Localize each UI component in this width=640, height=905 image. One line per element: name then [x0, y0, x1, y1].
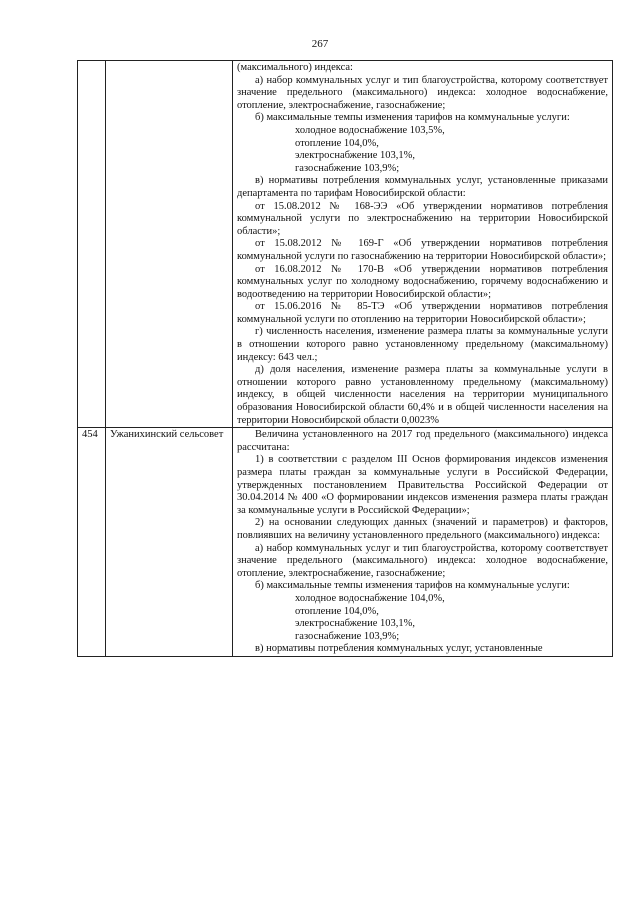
description-cell [233, 428, 613, 657]
tariff-rate-line: холодное водоснабжение 104,0%, [295, 592, 445, 604]
row-number-cell: 454 [78, 428, 106, 657]
paragraph: д) доля населения, изменение размера платы за коммунальные услуги в отношении которого равно установленному предельному (максимальному) индексу, в общей численности населения на территории муниципального образования Новосибирской области 60,4% и в общей численности населения на территории Новосибирской области 0,0023% [237, 364, 608, 426]
paragraph: 2) на основании следующих данных (значений и параметров) и факторов, повлиявших на величину установленного предельного (максимального) индекса: [237, 517, 608, 541]
tariff-rate-line: электроснабжение 103,1%, [295, 618, 415, 630]
paragraph: Величина установленного на 2017 год предельного (максимального) индекса рассчитана: [237, 429, 608, 453]
description-cell [233, 61, 613, 428]
paragraph: от 15.06.2016 № 85-ТЭ «Об утверждении нормативов потребления коммунальной услуги по отоплению на территории Новосибирской области»; [237, 301, 608, 325]
paragraph: а) набор коммунальных услуг и тип благоустройства, которому соответствует значение предельного (максимального) индекса: холодное водоснабжение, отопление, электроснабжение, газоснабжение; [237, 542, 608, 579]
paragraph: г) численность населения, изменение размера платы за коммунальные услуги в отношении которого равно установленному предельному (максимальному) индексу: 643 чел.; [237, 326, 608, 363]
tariff-rate-line: холодное водоснабжение 103,5%, [295, 124, 445, 136]
paragraph: (максимального) индекса: [237, 62, 353, 73]
paragraph: от 16.08.2012 № 170-В «Об утверждении нормативов потребления коммунальных услуг по холодному водоснабжению, горячему водоснабжению и водоотведению на территории Новосибирской области»; [237, 263, 608, 300]
paragraph: в) нормативы потребления коммунальных услуг, установленные [255, 643, 543, 655]
paragraph: а) набор коммунальных услуг и тип благоустройства, которому соответствует значение предельного (максимального) индекса: холодное водоснабжение, отопление, электроснабжение, газоснабжение; [237, 74, 608, 111]
table-row [78, 61, 613, 428]
document-table [77, 60, 613, 657]
paragraph: б) максимальные темпы изменения тарифов на коммунальные услуги: [255, 580, 570, 592]
paragraph: б) максимальные темпы изменения тарифов на коммунальные услуги: [255, 112, 570, 124]
municipality-name-cell: Ужанихинский сельсовет [106, 428, 233, 657]
tariff-rate-line: отопление 104,0%, [295, 137, 379, 149]
municipality-name-cell [106, 61, 233, 428]
tariff-rate-line: газоснабжение 103,9%; [295, 630, 400, 642]
tariff-rate-line: газоснабжение 103,9%; [295, 162, 400, 174]
table-body [78, 61, 613, 657]
page-number: 267 [311, 38, 329, 50]
tariff-rate-line: электроснабжение 103,1%, [295, 150, 415, 162]
paragraph: от 15.08.2012 № 168-ЭЭ «Об утверждении нормативов потребления коммунальной услуги по электроснабжению на территории Новосибирской области»; [237, 200, 608, 237]
tariff-rate-line: отопление 104,0%, [295, 605, 379, 617]
row-number-cell [78, 61, 106, 428]
paragraph: в) нормативы потребления коммунальных услуг, установленные приказами департамента по тарифам Новосибирской области: [237, 175, 608, 199]
paragraph: от 15.08.2012 № 169-Г «Об утверждении нормативов потребления коммунальной услуги по газоснабжению на территории Новосибирской области»; [237, 238, 608, 262]
table-row [78, 428, 613, 657]
paragraph: 1) в соответствии с разделом III Основ формирования индексов изменения размера платы граждан за коммунальные услуги в Российской Федерации, утвержденных постановлением Правительства Российской Федерации от 30.04.2014 № 400 «О формировании индексов изменения размера платы граждан за коммунальные услуги в Российской Федерации»; [237, 454, 608, 516]
